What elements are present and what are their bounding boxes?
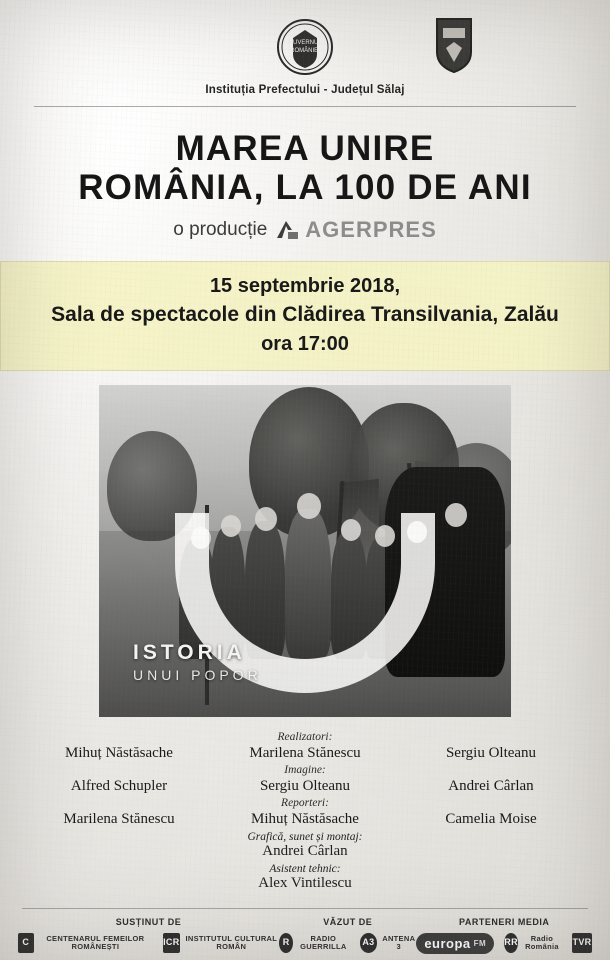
credit-role: Reporteri: xyxy=(281,796,329,809)
poster-title-line2: ROMÂNIA, LA 100 DE ANI xyxy=(78,168,532,208)
agerpres-mark-icon xyxy=(274,218,300,242)
icr-logo xyxy=(163,933,279,953)
tech-role: Asistent tehnic: xyxy=(269,862,341,875)
europa-fm-wordmark: europa xyxy=(424,935,471,951)
agerpres-logo xyxy=(274,217,436,243)
event-band xyxy=(0,261,610,370)
credit-names-row xyxy=(26,778,584,795)
county-crest-icon xyxy=(434,16,474,74)
antena3-mark-icon: A3 xyxy=(360,933,378,953)
poster-header xyxy=(0,0,610,107)
event-date: 15 septembrie 2018, xyxy=(209,275,401,298)
government-crest-icon xyxy=(273,18,337,76)
credit-role-row xyxy=(26,797,584,809)
svg-text:ROMÂNIEI: ROMÂNIEI xyxy=(290,48,320,54)
credit-name: Camelia Moise xyxy=(445,810,537,827)
credit-name: Sergiu Olteanu xyxy=(445,744,537,761)
tvr-mark-icon: TVR xyxy=(572,933,592,953)
radio-romania-label: Radio România xyxy=(525,934,559,952)
credit-names-row xyxy=(26,811,584,828)
credit-name: Andrei Cârlan xyxy=(448,777,534,794)
credits-block xyxy=(0,731,610,892)
centenarul-logo xyxy=(18,933,153,953)
radio-romania-logo xyxy=(504,933,562,953)
credit-role-row xyxy=(26,764,584,776)
event-venue: Sala de spectacole din Clădirea Transilvania, Zalău xyxy=(51,303,559,327)
historic-photo xyxy=(99,385,511,717)
europa-fm-sub: FM xyxy=(473,938,487,948)
credit-name: Mihuț Năstăsache xyxy=(65,744,173,761)
media-logos xyxy=(416,933,592,954)
seen-label: VĂZUT DE xyxy=(323,916,373,927)
institution-label: Instituția Prefectului - Județul Sălaj xyxy=(205,84,405,96)
graphics-name: Andrei Cârlan xyxy=(262,842,348,859)
graphics-role: Grafică, sunet și montaj: xyxy=(247,830,363,843)
credit-name: Marilena Stănescu xyxy=(63,810,175,827)
credit-name: Mihuț Năstăsache xyxy=(251,810,359,827)
production-credit xyxy=(0,217,610,243)
icr-label: INSTITUTUL CULTURAL ROMÂN xyxy=(185,933,278,951)
radio-guerrilla-logo xyxy=(279,933,349,953)
svg-text:GUVERNUL: GUVERNUL xyxy=(288,40,322,46)
agerpres-wordmark: AGERPRES xyxy=(305,217,437,243)
seen-logos xyxy=(279,933,416,953)
tvr-logo xyxy=(572,933,592,953)
footer-supported xyxy=(18,917,279,953)
credit-role: Imagine: xyxy=(284,763,326,776)
crest-row xyxy=(0,14,610,76)
production-prefix: o producție xyxy=(173,219,268,241)
radio-guerrilla-label: RADIO GUERRILLA xyxy=(300,933,347,951)
footer-seen xyxy=(279,917,416,953)
poster-footer xyxy=(0,909,610,954)
supported-logos xyxy=(18,933,279,953)
footer-media xyxy=(416,917,592,954)
centenarul-mark-icon: C xyxy=(18,933,34,953)
credit-role-row xyxy=(26,731,584,743)
radio-guerrilla-mark-icon: R xyxy=(279,933,293,953)
supported-label: SUSȚINUT DE xyxy=(115,916,182,927)
photo-caption xyxy=(133,641,262,683)
media-label: PARTENERI MEDIA xyxy=(458,916,550,927)
tech-name: Alex Vintilescu xyxy=(258,874,352,891)
antena3-logo xyxy=(360,933,417,953)
event-time: ora 17:00 xyxy=(261,332,349,355)
centenarul-label: CENTENARUL FEMEILOR ROMÂNEȘTI xyxy=(46,933,145,951)
credit-name: Marilena Stănescu xyxy=(249,744,361,761)
credit-name: Alfred Schupler xyxy=(70,777,168,794)
header-divider xyxy=(34,106,576,107)
radio-romania-mark-icon: RR xyxy=(504,933,518,953)
photo-caption-line2: UNUI POPOR xyxy=(133,666,262,683)
title-block xyxy=(0,129,610,243)
photo-caption-line1: ISTORIA xyxy=(133,640,246,664)
credit-names-row xyxy=(26,745,584,762)
icr-mark-icon: ICR xyxy=(163,933,179,953)
europa-fm-logo xyxy=(416,933,494,954)
credit-name: Sergiu Olteanu xyxy=(259,777,351,794)
antena3-label: ANTENA 3 xyxy=(382,933,416,951)
photo-head xyxy=(445,503,467,527)
poster-title-line1: MAREA UNIRE xyxy=(175,129,435,168)
credit-role: Realizatori: xyxy=(277,730,333,743)
